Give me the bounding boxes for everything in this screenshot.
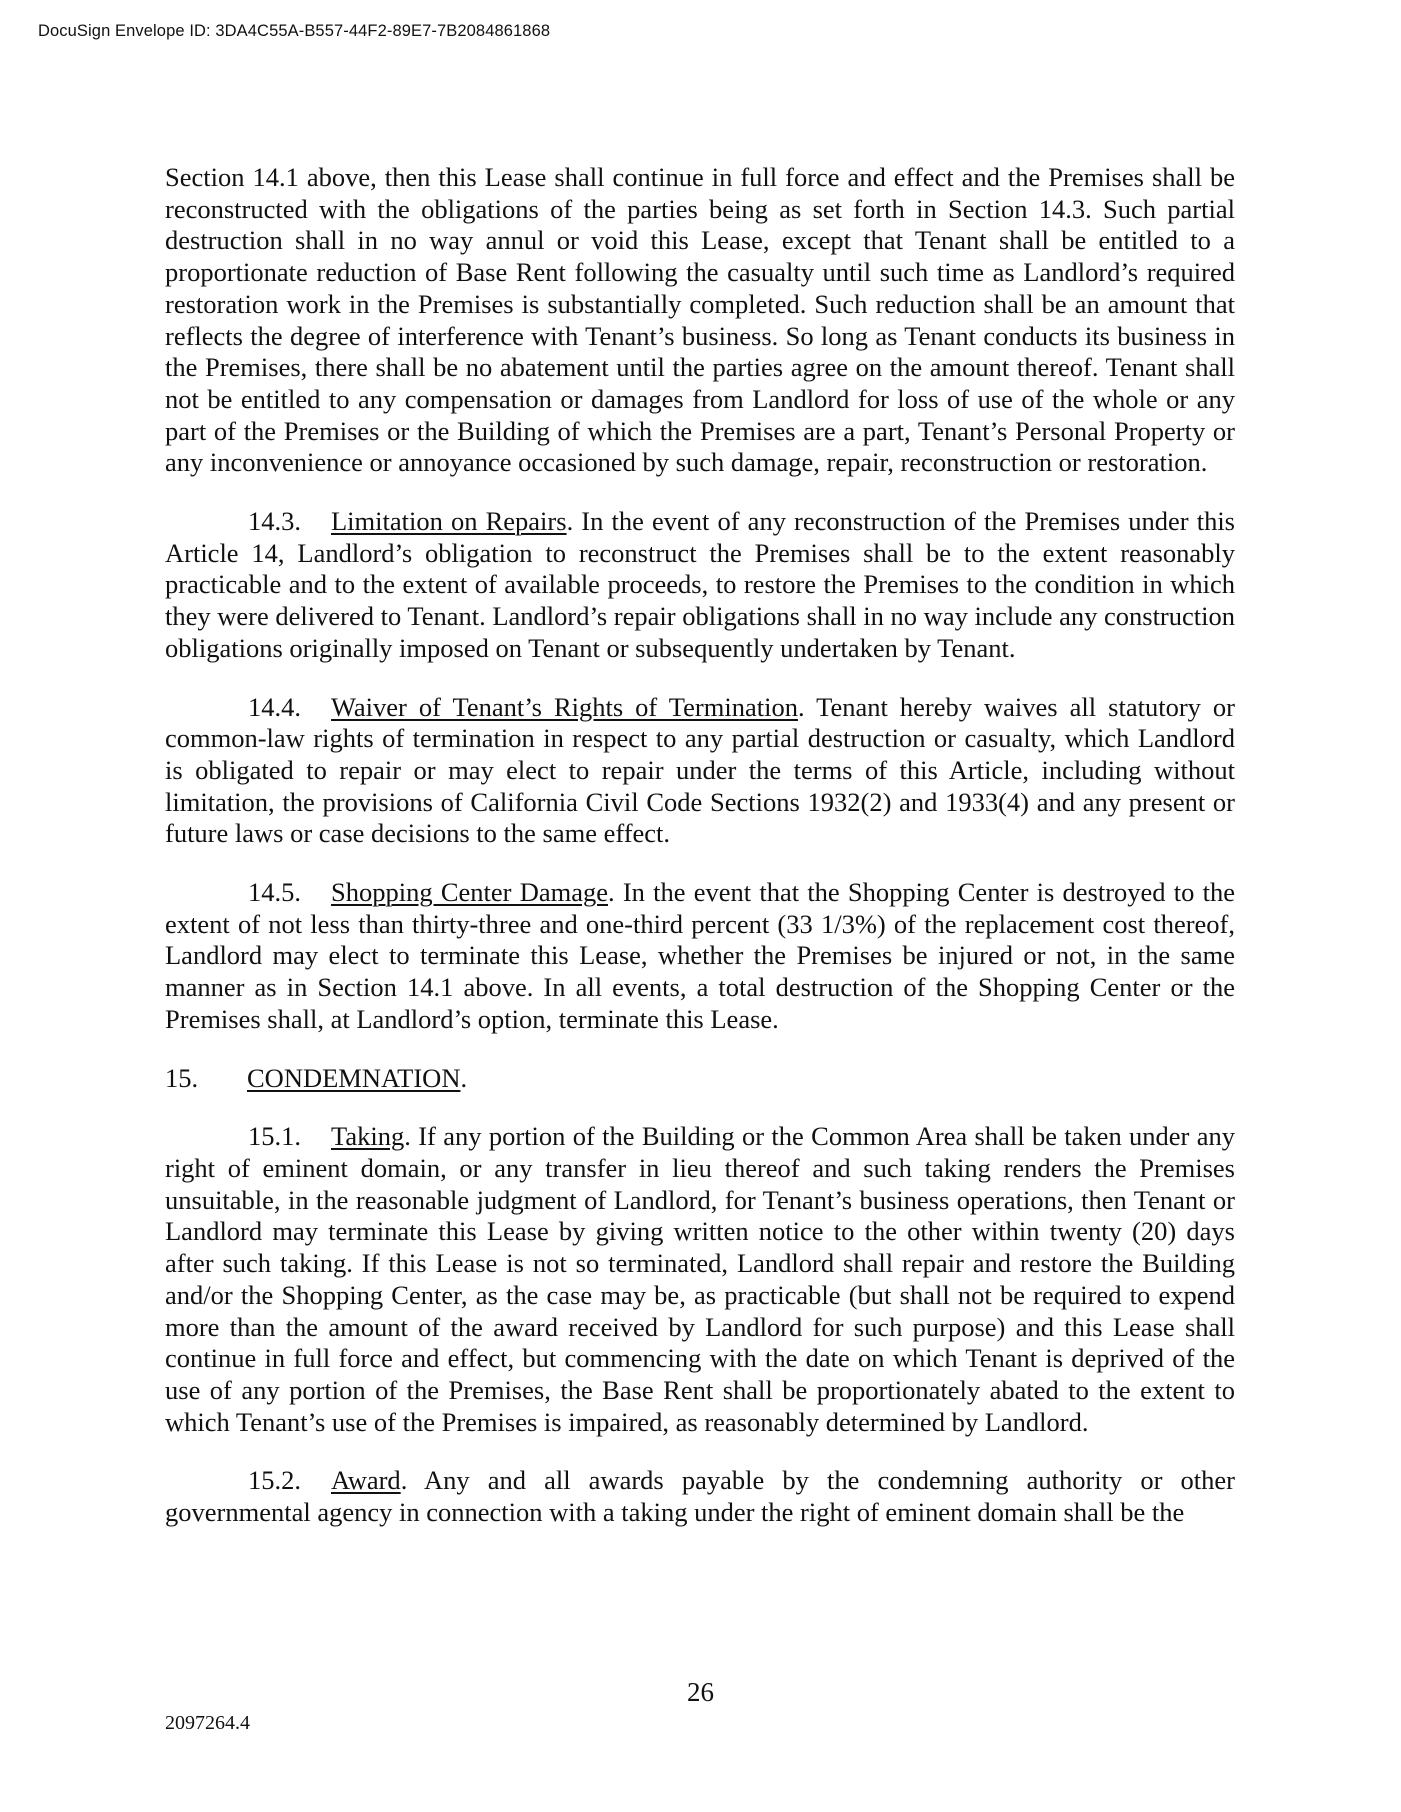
section-text: . In the event that the Shopping Center is destroyed to the extent of not less than thirty-three and one-third percent (33 1/3%) of the replacement cost thereof, Landlord may elect to terminate this Lease, whether the Premises be injured or not, in the same manner as in Section 14.1 above. In all events, a total destruction of the Shopping Center or the Premises shall, at Landlord’s option, terminate this Lease.	[165, 877, 1235, 1034]
section-14-4	[165, 692, 1235, 851]
section-number: 15.2.	[248, 1465, 301, 1496]
section-number: 14.5.	[248, 877, 301, 908]
document-number: 2097264.4	[165, 1712, 250, 1734]
section-title: Waiver of Tenant’s Rights of Termination	[331, 691, 798, 722]
section-title: Taking	[331, 1121, 405, 1152]
section-number: 14.4.	[248, 691, 301, 722]
docusign-envelope-id: DocuSign Envelope ID: 3DA4C55A-B557-44F2-89E7-7B2084861868	[38, 22, 551, 40]
continuation-paragraph: Section 14.1 above, then this Lease shall continue in full force and effect and the Premises shall be reconstructed with the obligations of the parties being as set forth in Section 14.3. Such partial destruction shall in no way annul or void this Lease, except that Tenant shall be entitled to a proportionate reduction of Base Rent following the casualty until such time as Landlord’s required restoration work in the Premises is substantially completed. Such reduction shall be an amount that reflects the degree of interference with Tenant’s business. So long as Tenant conducts its business in the Premises, there shall be no abatement until the parties agree on the amount thereof. Tenant shall not be entitled to any compensation or damages from Landlord for loss of use of the whole or any part of the Premises or the Building of which the Premises are a part, Tenant’s Personal Property or any inconvenience or annoyance occasioned by such damage, repair, reconstruction or restoration.	[165, 162, 1235, 478]
section-title: Limitation on Repairs	[331, 506, 567, 537]
section-title: Shopping Center Damage	[331, 877, 608, 908]
section-number: 15.1.	[248, 1121, 301, 1152]
article-title-suffix: .	[460, 1062, 468, 1093]
article-number: 15.	[165, 1062, 199, 1093]
section-14-5	[165, 877, 1235, 1036]
section-number: 14.3.	[248, 506, 301, 537]
section-text: . Any and all awards payable by the condemning authority or other governmental agency in connection with a taking under the right of eminent domain shall be the	[165, 1465, 1235, 1528]
article-15-heading	[165, 1063, 1235, 1095]
section-15-1	[165, 1121, 1235, 1438]
section-15-2	[165, 1465, 1235, 1528]
section-text: . Tenant hereby waives all statutory or common-law rights of termination in respect to any partial destruction or casualty, which Landlord is obligated to repair or may elect to repair under the terms of this Article, including without limitation, the provisions of California Civil Code Sections 1932(2) and 1933(4) and any present or future laws or case decisions to the same effect.	[165, 691, 1235, 849]
page-number: 26	[687, 1677, 714, 1707]
section-text: . If any portion of the Building or the Common Area shall be taken under any right of eminent domain, or any transfer in lieu thereof and such taking renders the Premises unsuitable, in the reasonable judgment of Landlord, for Tenant’s business operations, then Tenant or Landlord may terminate this Lease by giving written notice to the other within twenty (20) days after such taking. If this Lease is not so terminated, Landlord shall repair and restore the Building and/or the Shopping Center, as the case may be, as practicable (but shall not be required to expend more than the amount of the award received by Landlord for such purpose) and this Lease shall continue in full force and effect, but commencing with the date on which Tenant is deprived of the use of any portion of the Premises, the Base Rent shall be proportionately abated to the extent to which Tenant’s use of the Premises is impaired, as reasonably determined by Landlord.	[165, 1121, 1235, 1437]
section-text: . In the event of any reconstruction of the Premises under this Article 14, Landlord’s obligation to reconstruct the Premises shall be to the extent reasonably practicable and to the extent of available proceeds, to restore the Premises to the condition in which they were delivered to Tenant. Landlord’s repair obligations shall in no way include any construction obligations originally imposed on Tenant or subsequently undertaken by Tenant.	[165, 506, 1235, 663]
document-body	[165, 162, 1235, 1556]
article-title: CONDEMNATION	[247, 1062, 461, 1093]
section-title: Award	[331, 1465, 401, 1496]
section-14-3	[165, 506, 1235, 665]
